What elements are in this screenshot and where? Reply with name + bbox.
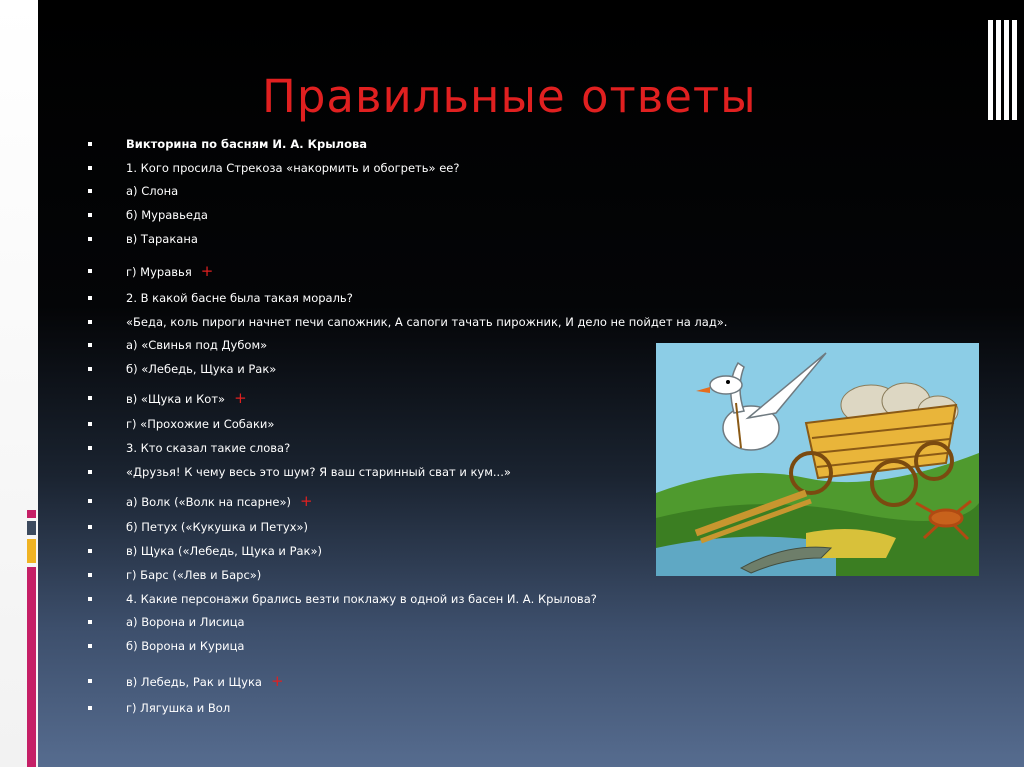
bullet-icon [88, 470, 92, 474]
list-item [126, 589, 597, 609]
list-item-text: в) Таракана [126, 232, 198, 246]
list-item [126, 261, 213, 281]
list-item [126, 134, 367, 154]
list-item [126, 335, 267, 355]
list-item [126, 636, 244, 656]
slide-title: Правильные ответы [262, 70, 757, 123]
list-item [126, 229, 198, 249]
list-item [126, 158, 459, 178]
bullet-icon [88, 525, 92, 529]
list-item [126, 438, 290, 458]
list-item [126, 388, 247, 408]
bullet-icon [88, 166, 92, 170]
list-item-text: а) Волк («Волк на псарне») [126, 495, 291, 509]
list-item-text: «Друзья! К чему весь это шум? Я ваш старинный сват и кум...» [126, 465, 511, 479]
list-item-text: г) Барс («Лев и Барс») [126, 568, 262, 582]
left-margin-strip [0, 0, 38, 767]
bullet-icon [88, 620, 92, 624]
list-item [126, 414, 274, 434]
accent-bar-magenta [27, 567, 36, 767]
list-item-text: б) «Лебедь, Щука и Рак» [126, 362, 277, 376]
list-item-text: в) Лебедь, Рак и Щука [126, 675, 262, 689]
list-item-text: б) Петух («Кукушка и Петух») [126, 520, 309, 534]
bullet-icon [88, 343, 92, 347]
slide [38, 0, 1024, 767]
bullet-icon [88, 549, 92, 553]
accent-bar-gold [27, 539, 36, 563]
list-item-text: б) Муравьеда [126, 208, 208, 222]
bullet-icon [88, 573, 92, 577]
list-item [126, 312, 727, 332]
bullet-icon [88, 296, 92, 300]
list-item [126, 671, 284, 691]
list-item [126, 288, 353, 308]
list-item-text: г) Муравья [126, 265, 192, 279]
bullet-icon [88, 320, 92, 324]
list-item [126, 359, 276, 379]
correct-answer-plus-icon: + [270, 672, 284, 690]
fable-illustration [656, 343, 979, 576]
list-item-text: 3. Кто сказал такие слова? [126, 441, 291, 455]
bullet-icon [88, 396, 92, 400]
list-item-text: в) Щука («Лебедь, Щука и Рак») [126, 544, 323, 558]
correct-answer-plus-icon: + [300, 492, 313, 510]
bullet-icon [88, 446, 92, 450]
accent-bar-magenta-top [27, 510, 36, 518]
bullet-icon [88, 597, 92, 601]
bullet-icon [88, 213, 92, 217]
list-item [126, 181, 178, 201]
list-item [126, 541, 322, 561]
list-item-text: Викторина по басням И. А. Крылова [126, 137, 368, 151]
bullet-icon [88, 706, 92, 710]
list-item-text: г) Лягушка и Вол [126, 701, 231, 715]
list-item [126, 205, 208, 225]
bullet-icon [88, 189, 92, 193]
list-item-text: а) Слона [126, 184, 179, 198]
correct-answer-plus-icon: + [234, 389, 247, 407]
list-item-text: в) «Щука и Кот» [126, 392, 226, 406]
bullet-icon [88, 644, 92, 648]
list-item-text: 1. Кого просила Стрекоза «накормить и обогреть» ее? [126, 161, 460, 175]
list-item-text: г) «Прохожие и Собаки» [126, 417, 275, 431]
list-item-text: а) «Свинья под Дубом» [126, 338, 268, 352]
bullet-icon [88, 499, 92, 503]
list-item [126, 698, 230, 718]
list-item [126, 462, 511, 482]
bullet-icon [88, 237, 92, 241]
list-item-text: а) Ворона и Лисица [126, 615, 245, 629]
list-item [126, 612, 245, 632]
bullet-icon [88, 142, 92, 146]
bullet-icon [88, 422, 92, 426]
bullet-icon [88, 269, 92, 273]
list-item-text: б) Ворона и Курица [126, 639, 245, 653]
bullet-icon [88, 679, 92, 683]
bullet-icon [88, 367, 92, 371]
list-item [126, 517, 308, 537]
list-item [126, 491, 313, 511]
list-item-text: 2. В какой басне была такая мораль? [126, 291, 353, 305]
correct-answer-plus-icon: + [200, 262, 214, 280]
list-item-text: «Беда, коль пироги начнет печи сапожник, А сапоги тачать пирожник, И дело не пойдет на лад». [126, 315, 728, 329]
list-item-text: 4. Какие персонажи брались везти поклажу в одной из басен И. А. Крылова? [126, 592, 597, 606]
accent-bar-slate [27, 521, 36, 535]
list-item [126, 565, 261, 585]
